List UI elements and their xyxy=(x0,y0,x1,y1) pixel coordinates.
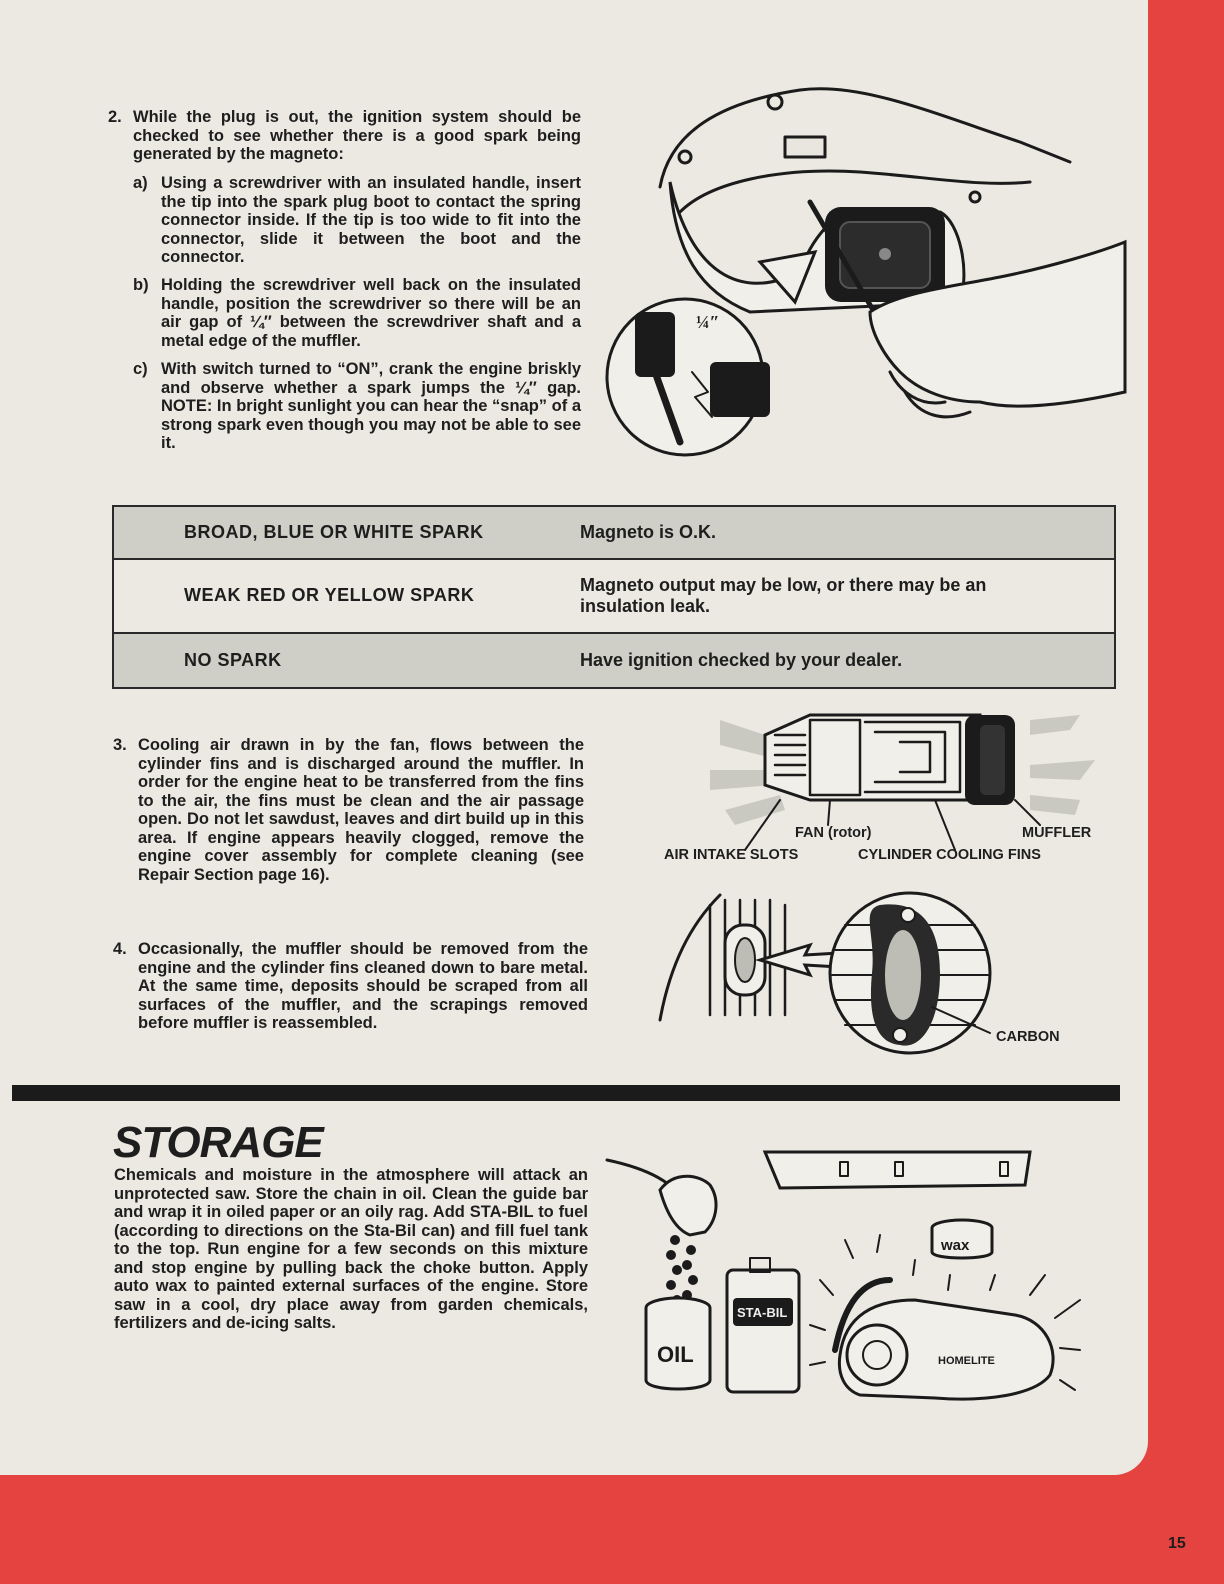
muffler-label: MUFFLER xyxy=(1022,825,1092,841)
step-3-number: 3. xyxy=(113,736,127,754)
step-2b-marker: b) xyxy=(133,276,149,294)
table-row xyxy=(113,633,1115,688)
spark-test-illustration xyxy=(600,72,1130,462)
fan-label: FAN (rotor) xyxy=(795,825,872,841)
oil-can-label: OIL xyxy=(657,1342,694,1367)
step-2-number: 2. xyxy=(108,108,122,126)
stabil-can-label: STA-BIL xyxy=(737,1305,788,1320)
section-divider xyxy=(12,1085,1120,1101)
storage-text: Chemicals and moisture in the atmosphere will attack an unprotected saw. Store the chain in oil. Clean the guide bar and wrap it in oiled paper or an oily rag. Add STA-BIL to fuel (according to directions on the Sta-Bil can) and fill fuel tank to the top. Run engine for a few seconds on this mixture and stop engine by pulling back the choke button. Apply auto wax to painted external surfaces of the engine. Store saw in a cool, dry place away from garden chemicals, fertilizers and de-icing salts. xyxy=(114,1166,588,1332)
step-4-text: Occasionally, the muffler should be removed from the engine and the cylinder fins cleaned down to bare metal. At the same time, deposits should be scraped from all surfaces of the muffler, and the scrapings removed before muffler is reassembled. xyxy=(138,940,588,1032)
gap-label: ¼″ xyxy=(696,312,720,332)
air-intake-label: AIR INTAKE SLOTS xyxy=(664,847,799,863)
table-row xyxy=(113,559,1115,633)
spark-result-cell: Have ignition checked by your dealer. xyxy=(580,633,1115,688)
spark-condition-cell: WEAK RED OR YELLOW SPARK xyxy=(113,559,580,633)
spark-result-cell: Magneto output may be low, or there may be an insulation leak. xyxy=(580,559,1115,633)
step-2a-marker: a) xyxy=(133,174,148,192)
page-number: 15 xyxy=(1168,1535,1186,1552)
table-row xyxy=(113,506,1115,559)
spark-condition-cell: NO SPARK xyxy=(113,633,580,688)
storage-heading: STORAGE xyxy=(113,1118,323,1167)
storage-illustration xyxy=(605,1140,1095,1420)
muffler-carbon-illustration xyxy=(650,885,1010,1065)
step-2-text: While the plug is out, the ignition system should be checked to see whether there is a good spark being generated by the magneto: xyxy=(133,108,581,163)
step-3-text: Cooling air drawn in by the fan, flows between the cylinder fins and is discharged around the muffler. In order for the engine heat to be transferred from the fins to the air, the fins must be clean and the air passage open. Do not let sawdust, leaves and dirt build up in this area. If engine appears heavily clogged, remove the engine cover assembly for complete cleaning (see Repair Section page 16). xyxy=(138,736,584,884)
step-2c-marker: c) xyxy=(133,360,148,378)
spark-condition-cell: BROAD, BLUE OR WHITE SPARK xyxy=(113,506,580,559)
wax-can-label: wax xyxy=(941,1237,970,1254)
saw-brand-label: HOMELITE xyxy=(938,1355,995,1367)
cooling-fins-label: CYLINDER COOLING FINS xyxy=(858,847,1041,863)
spark-result-cell: Magneto is O.K. xyxy=(580,506,1115,559)
spark-diagnosis-table xyxy=(112,505,1116,689)
step-2a-text: Using a screwdriver with an insulated handle, insert the tip into the spark plug boot to contact the spring connector inside. If the tip is too wide to fit into the connector, slide it between the boot and the connector. xyxy=(161,174,581,266)
step-2b-text: Holding the screwdriver well back on the insulated handle, position the screwdriver so there will be an air gap of ¼″ between the screwdriver shaft and a metal edge of the muffler. xyxy=(161,276,581,350)
step-4-number: 4. xyxy=(113,940,127,958)
carbon-label: CARBON xyxy=(996,1029,1060,1045)
step-2c-text: With switch turned to “ON”, crank the engine briskly and observe whether a spark jumps the ¼″ gap. NOTE: In bright sunlight you can hear the “snap” of a strong spark even though you may not be able to see it. xyxy=(161,360,581,452)
